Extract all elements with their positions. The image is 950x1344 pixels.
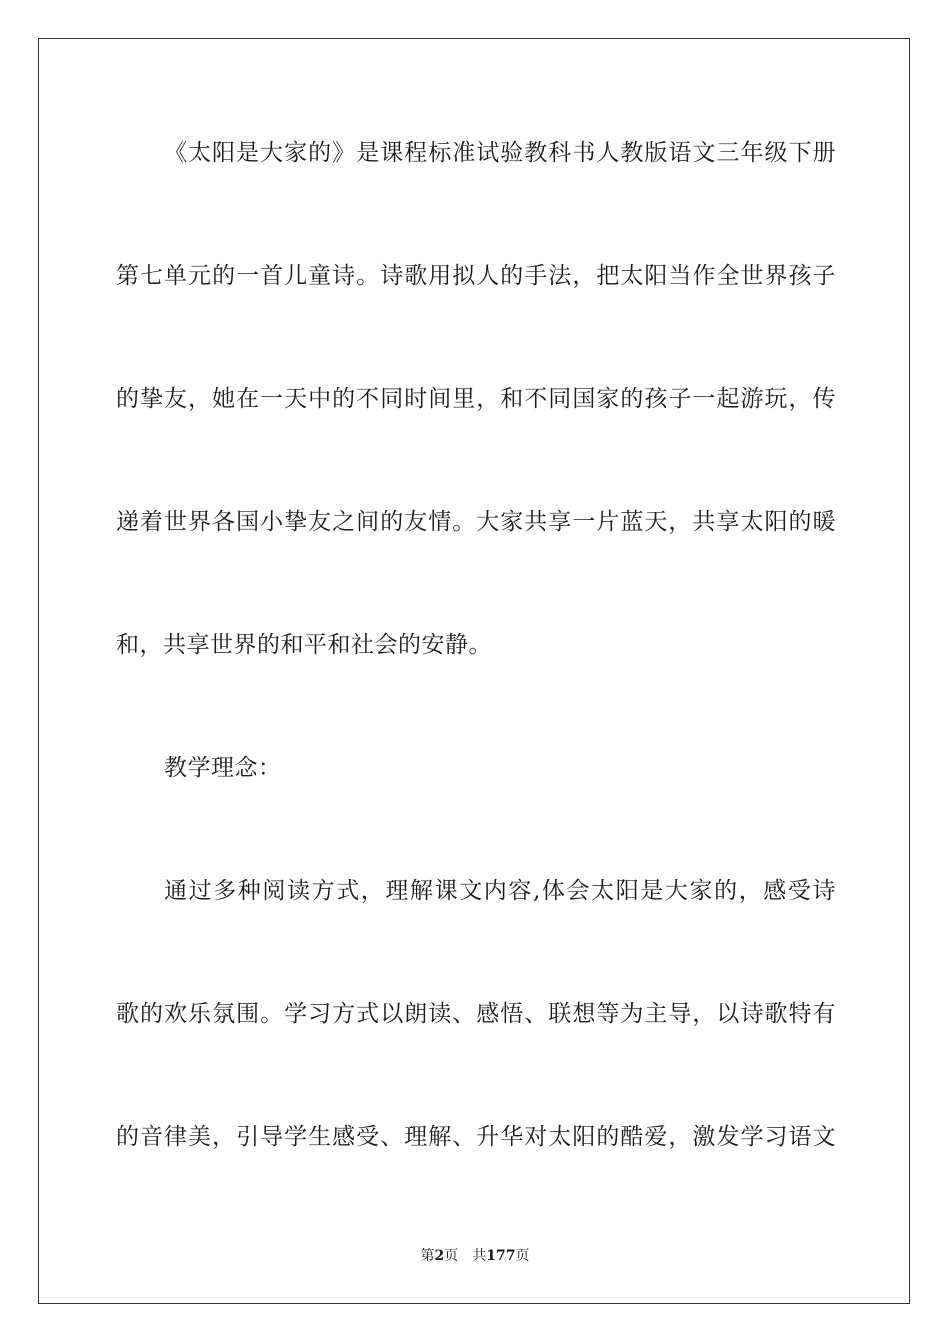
paragraph-1-line-4: 递着世界各国小挚友之间的友情。大家共享一片蓝天，共享太阳的暖: [116, 509, 836, 535]
page-border: [38, 38, 910, 1304]
footer-page-unit: 页: [444, 1248, 459, 1264]
paragraph-1-line-1: 《太阳是大家的》是课程标准试验教科书人教版语文三年级下册: [164, 140, 836, 166]
footer-total-prefix: 共: [472, 1248, 487, 1264]
paragraph-3-line-3: 的音律美，引导学生感受、理解、升华对太阳的酷爱，激发学习语文: [116, 1124, 836, 1150]
paragraph-3-line-1: 通过多种阅读方式，理解课文内容,体会太阳是大家的，感受诗: [164, 878, 836, 904]
total-page-count: 177: [486, 1248, 516, 1264]
paragraph-3-line-2: 歌的欢乐氛围。学习方式以朗读、感悟、联想等为主导，以诗歌特有: [116, 1001, 836, 1027]
footer-prefix: 第: [420, 1248, 435, 1264]
paragraph-1-line-2: 第七单元的一首儿童诗。诗歌用拟人的手法，把太阳当作全世界孩子: [116, 263, 836, 289]
paragraph-1-line-3: 的挚友，她在一天中的不同时间里，和不同国家的孩子一起游玩，传: [116, 386, 836, 412]
page-footer: [0, 1246, 950, 1266]
footer-total-unit: 页: [515, 1248, 530, 1264]
paragraph-1-line-5: 和，共享世界的和平和社会的安静。: [116, 632, 492, 658]
current-page-number: 2: [434, 1248, 445, 1264]
section-heading-teaching-concept: 教学理念：: [164, 755, 282, 781]
